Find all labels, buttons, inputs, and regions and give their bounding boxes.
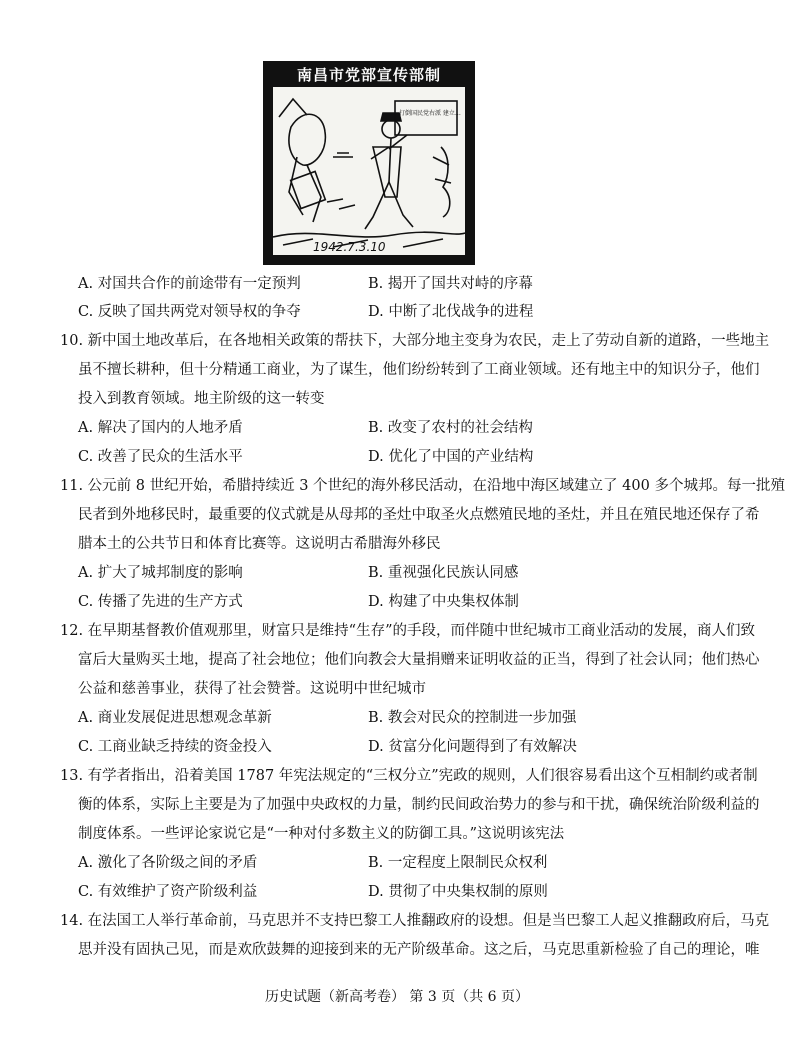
q11-stem-line-2: 民者到外地移民时，最重要的仪式就是从母邦的圣灶中取圣火点燃殖民地的圣灶，并且在殖民地还保存了希 xyxy=(78,507,760,523)
q10-stem-line-2: 虽不擅长耕种，但十分精通工商业，为了谋生，他们纷纷转到了工商业领域。还有地主中的知识分子，他们 xyxy=(78,362,760,378)
q12-stem-line-1: 12. 在早期基督教价值观那里，财富只是维持“生存”的手段，而伴随中世纪城市工商业活动的发展，商人们致 xyxy=(60,623,755,639)
q13-stem-line-1: 13. 有学者指出，沿着美国 1787 年宪法规定的“三权分立”宪政的规则，人们很容易看出这个互相制约或者制 xyxy=(60,768,758,784)
q10-option-d: D. 优化了中国的产业结构 xyxy=(368,449,534,465)
q12-stem-line-2: 富后大量购买土地，提高了社会地位；他们向教会大量捐赠来证明收益的正当，得到了社会认同；他们热心 xyxy=(78,652,760,668)
q13-option-d: D. 贯彻了中央集权制的原则 xyxy=(368,884,548,900)
q13-stem-line-3: 制度体系。一些评论家说它是“一种对付多数主义的防御工具。”这说明该宪法 xyxy=(78,826,565,842)
q10-stem-line-3: 投入到教育领域。地主阶级的这一转变 xyxy=(78,391,325,407)
q12-option-a: A. 商业发展促进思想观念革新 xyxy=(78,710,272,726)
cartoon-banner-text: 打倒国民党右派 建立… xyxy=(399,110,461,117)
q10-stem-line-1: 10. 新中国土地改革后，在各地相关政策的帮扶下，大部分地主变身为农民，走上了劳动自新的道路，一些地主 xyxy=(60,333,770,349)
q11-option-b: B. 重视强化民族认同感 xyxy=(368,565,519,581)
q11-option-c: C. 传播了先进的生产方式 xyxy=(78,594,243,610)
q12-stem-line-3: 公益和慈善事业，获得了社会赞誉。这说明中世纪城市 xyxy=(78,681,426,697)
q11-stem-line-3: 腊本土的公共节日和体育比赛等。这说明古希腊海外移民 xyxy=(78,536,441,552)
q13-option-a: A. 激化了各阶级之间的矛盾 xyxy=(78,855,258,871)
q12-option-b: B. 教会对民众的控制进一步加强 xyxy=(368,710,577,726)
q9-option-c: C. 反映了国共两党对领导权的争夺 xyxy=(78,304,301,320)
q10-option-b: B. 改变了农村的社会结构 xyxy=(368,420,533,436)
q12-option-c: C. 工商业缺乏持续的资金投入 xyxy=(78,739,272,755)
q11-option-d: D. 构建了中央集权体制 xyxy=(368,594,519,610)
q14-stem-line-2: 思并没有固执己见，而是欢欣鼓舞的迎接到来的无产阶级革命。这之后，马克思重新检验了自己的理论，唯 xyxy=(78,942,760,958)
q10-option-c: C. 改善了民众的生活水平 xyxy=(78,449,243,465)
cartoon-sketch-icon xyxy=(273,87,465,255)
propaganda-cartoon-image xyxy=(263,61,475,265)
q10-option-a: A. 解决了国内的人地矛盾 xyxy=(78,420,243,436)
q13-stem-line-2: 衡的体系，实际上主要是为了加强中央政权的力量，制约民间政治势力的参与和干扰，确保统治阶级利益的 xyxy=(78,797,760,813)
q9-option-d: D. 中断了北伐战争的进程 xyxy=(368,304,534,320)
q14-stem-line-1: 14. 在法国工人举行革命前，马克思并不支持巴黎工人推翻政府的设想。但是当巴黎工人起义推翻政府后，马克 xyxy=(60,913,770,929)
page-footer: 历史试题（新高考卷） 第 3 页（共 6 页） xyxy=(264,989,530,1005)
q13-option-c: C. 有效维护了资产阶级利益 xyxy=(78,884,258,900)
q11-stem-line-1: 11. 公元前 8 世纪开始，希腊持续近 3 个世纪的海外移民活动，在沿地中海区域建立了 400 多个城邦。每一批殖 xyxy=(60,478,785,494)
q9-option-b: B. 揭开了国共对峙的序幕 xyxy=(368,276,533,292)
q9-option-a: A. 对国共合作的前途带有一定预判 xyxy=(78,276,301,292)
q13-option-b: B. 一定程度上限制民众权利 xyxy=(368,855,548,871)
q12-option-d: D. 贫富分化问题得到了有效解决 xyxy=(368,739,577,755)
q11-option-a: A. 扩大了城邦制度的影响 xyxy=(78,565,243,581)
cartoon-signature: 1942.7.3.10 xyxy=(313,240,386,254)
cartoon-title: 南昌市党部宣传部制 xyxy=(296,66,441,84)
cartoon-drawing xyxy=(273,87,465,255)
